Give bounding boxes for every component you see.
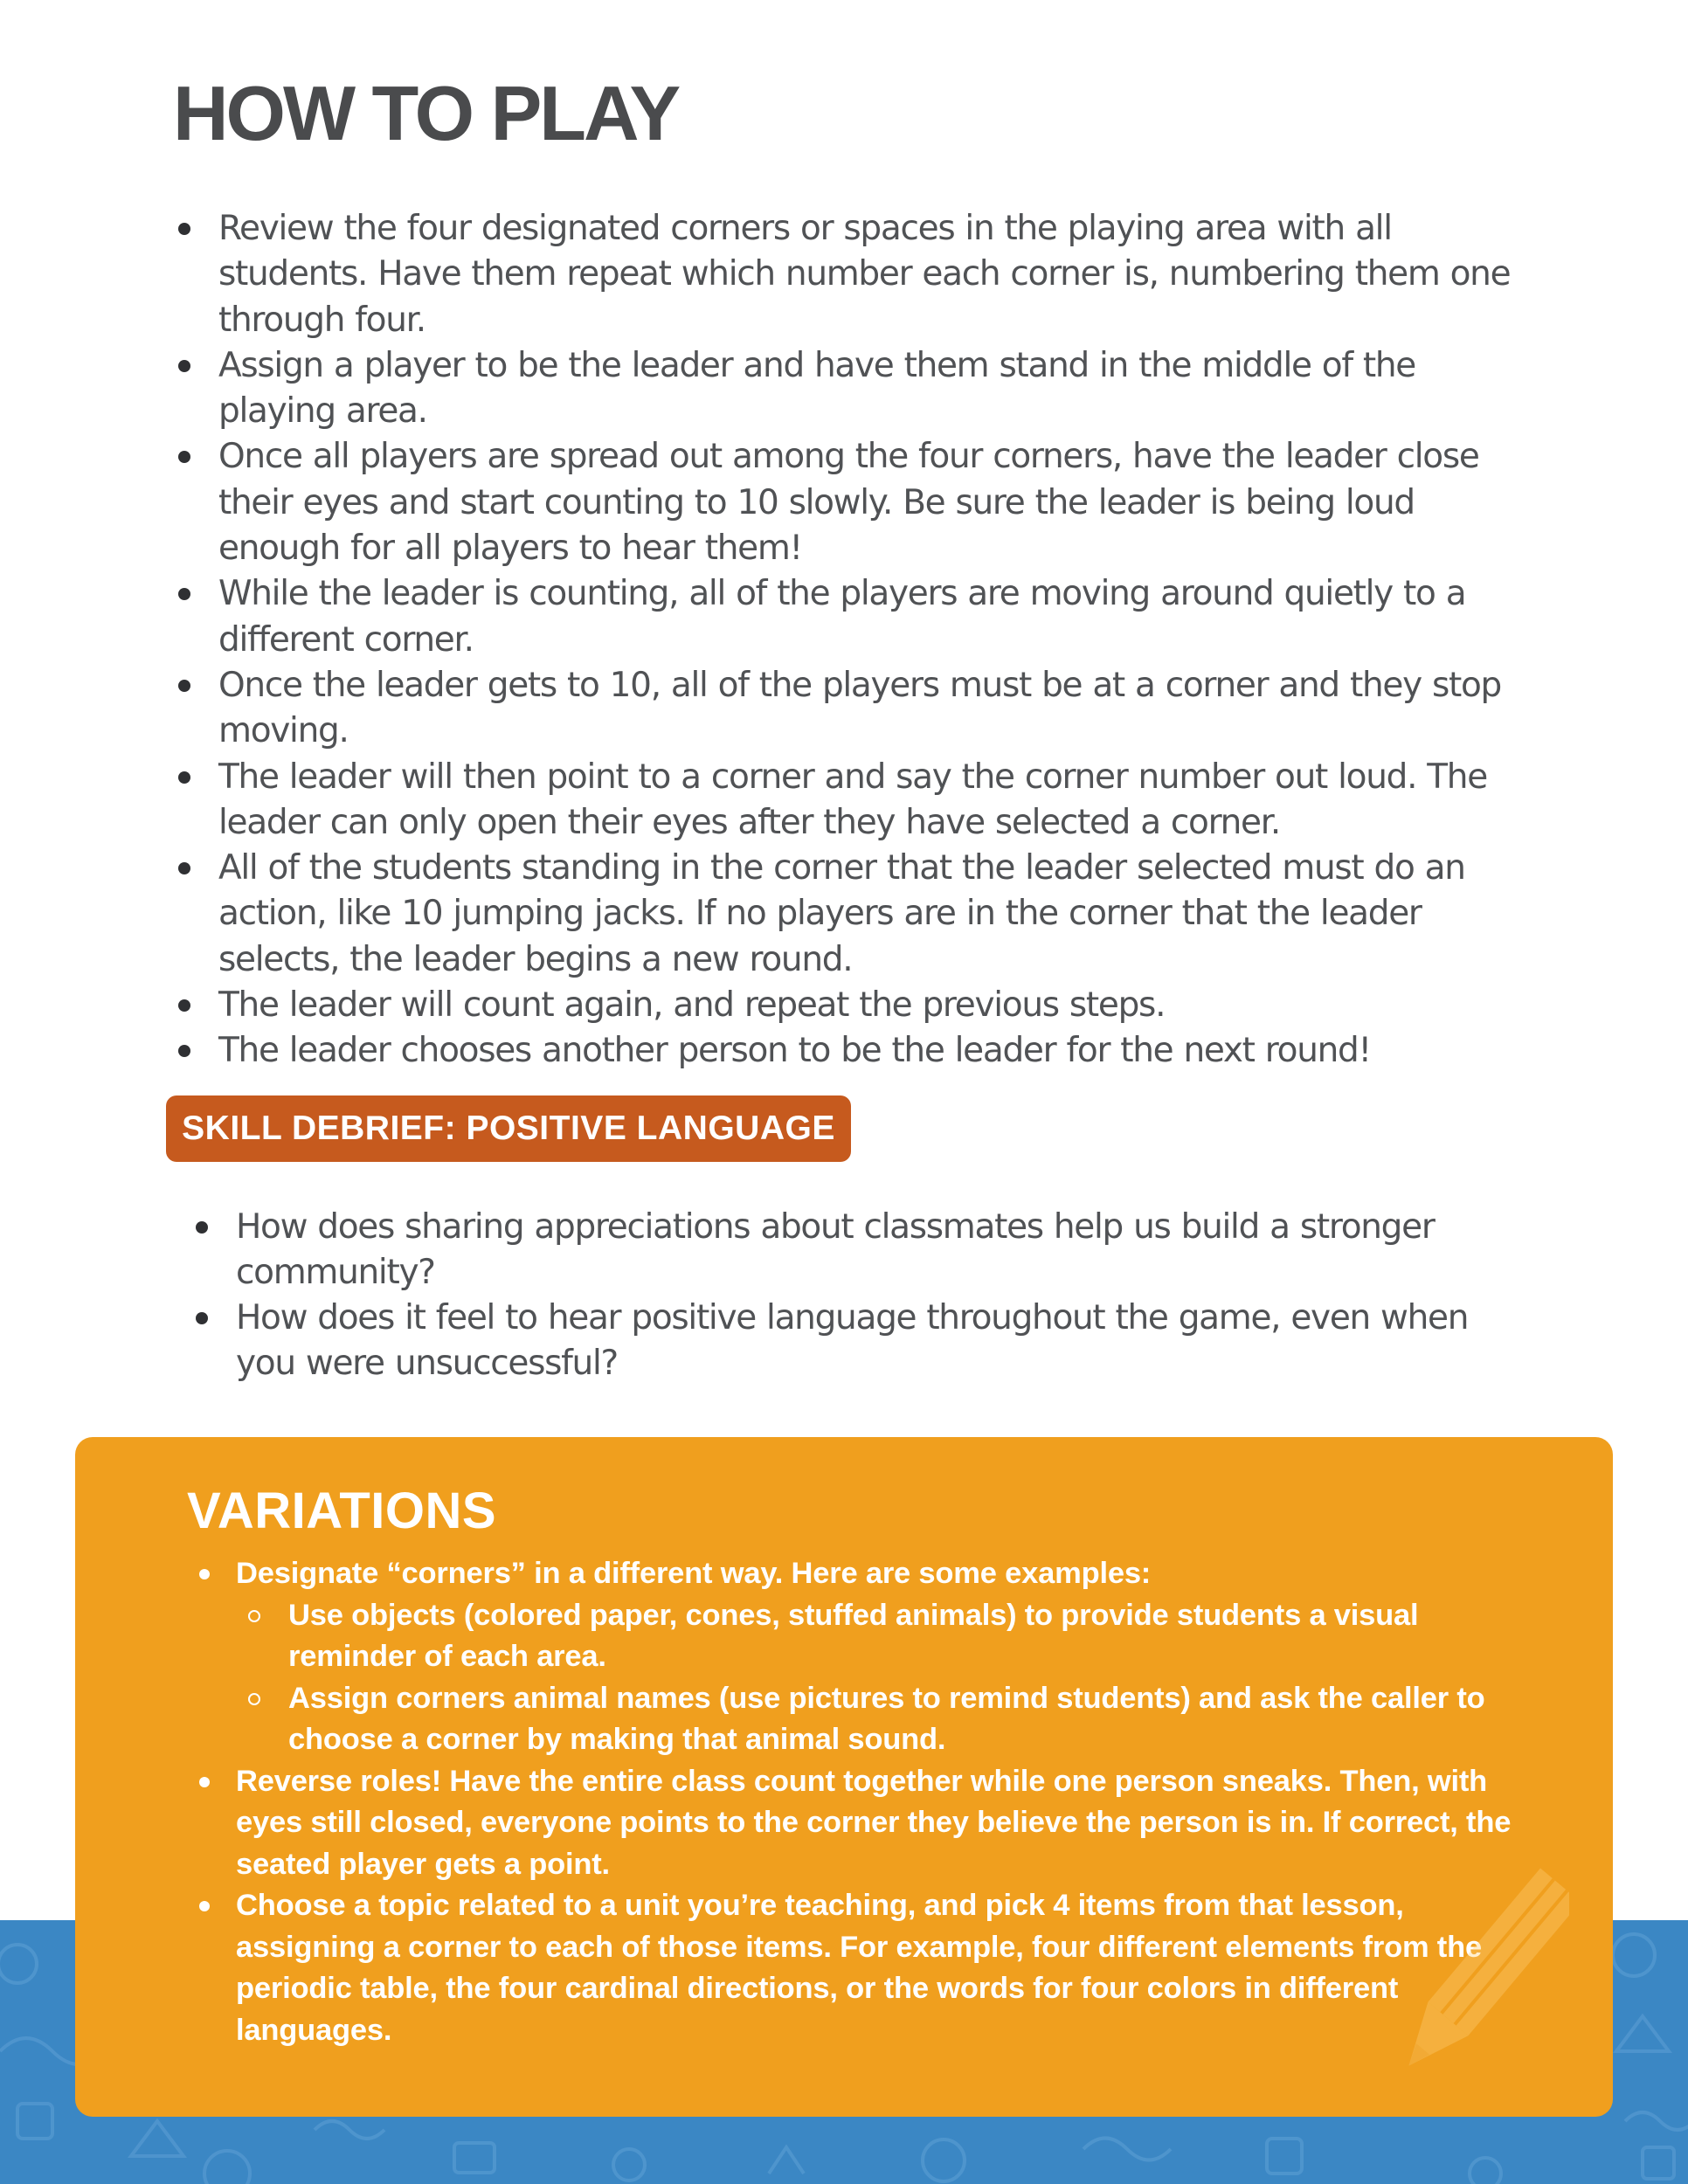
variation-item [196,1885,1541,2051]
variations-title: VARIATIONS [187,1482,497,1539]
variations-card [75,1437,1613,2117]
step-text: All of the students standing in the corner that the leader selected must do an action, like 10 jumping jacks. If no players are in the corner that the leader selects, the leader begins a new round. [218,848,1465,979]
variation-subitem [236,1678,1541,1761]
step-item [173,663,1536,755]
pencil-icon [1394,1848,1569,2110]
bullet-icon [199,1569,210,1579]
bullet-icon [178,451,190,463]
variations-list [196,1553,1541,2051]
step-item [173,1028,1536,1074]
bullet-icon [199,1901,210,1911]
variation-item [196,1761,1541,1886]
step-text: Once all players are spread out among the four corners, have the leader close their eyes and start counting to 10 slowly. Be sure the leader is being loud enough for all players to hear them! [218,437,1479,569]
variation-text: Designate “corners” in a different way. Here are some examples: [236,1557,1152,1590]
variation-text: Choose a topic related to a unit you’re teaching, and pick 4 items from that lesson, assigning a corner to each of those items. For example, four different elements from the periodic table, the four cardinal directions, or the words for four colors in different languages. [236,1889,1482,2047]
variation-subtext: Assign corners animal names (use pictures to remind students) and ask the caller to choose a corner by making that animal sound. [288,1681,1485,1756]
circle-bullet-icon [248,1693,260,1705]
step-item [173,206,1536,343]
step-item [173,434,1536,571]
bullet-icon [178,680,190,692]
step-text: Review the four designated corners or spaces in the playing area with all students. Have them repeat which number each corner is, numbering them one through four. [218,209,1511,340]
debrief-questions [190,1205,1519,1386]
variation-sublist [236,1595,1541,1761]
bullet-icon [196,1312,208,1324]
bullet-icon [178,1045,190,1057]
bullet-icon [196,1221,208,1234]
question-item [190,1296,1519,1386]
step-item [173,755,1536,847]
how-to-play-steps [173,206,1536,1075]
step-text: The leader chooses another person to be the leader for the next round! [218,1031,1371,1071]
variation-item [196,1553,1541,1761]
bullet-icon [178,223,190,235]
bullet-icon [178,588,190,600]
variation-text: Reverse roles! Have the entire class count together while one person sneaks. Then, with eyes still closed, everyone points to the corner they believe the person is in. If correct, the seated player gets a point. [236,1764,1512,1881]
variation-subitem [236,1595,1541,1678]
bullet-icon [178,862,190,874]
step-item [173,343,1536,435]
page-title: HOW TO PLAY [173,70,679,156]
bullet-icon [178,360,190,372]
question-text: How does it feel to hear positive language throughout the game, even when you were unsuccessful? [236,1298,1469,1383]
bullet-icon [178,771,190,784]
step-text: Assign a player to be the leader and have them stand in the middle of the playing area. [218,345,1415,432]
question-item [190,1205,1519,1296]
step-text: Once the leader gets to 10, all of the players must be at a corner and they stop moving. [218,665,1501,751]
step-text: The leader will count again, and repeat the previous steps. [218,985,1166,1026]
step-text: While the leader is counting, all of the players are moving around quietly to a different corner. [218,574,1466,660]
step-item [173,983,1536,1028]
bullet-icon [178,999,190,1012]
step-text: The leader will then point to a corner and say the corner number out loud. The leader can only open their eyes after they have selected a corner. [218,757,1487,842]
skill-debrief-badge: SKILL DEBRIEF: POSITIVE LANGUAGE [166,1095,851,1162]
question-text: How does sharing appreciations about classmates help us build a stronger community? [236,1207,1435,1292]
step-item [173,571,1536,663]
variation-subtext: Use objects (colored paper, cones, stuffed animals) to provide students a visual reminder of each area. [288,1598,1419,1673]
bullet-icon [199,1777,210,1787]
circle-bullet-icon [248,1610,260,1622]
step-item [173,846,1536,983]
